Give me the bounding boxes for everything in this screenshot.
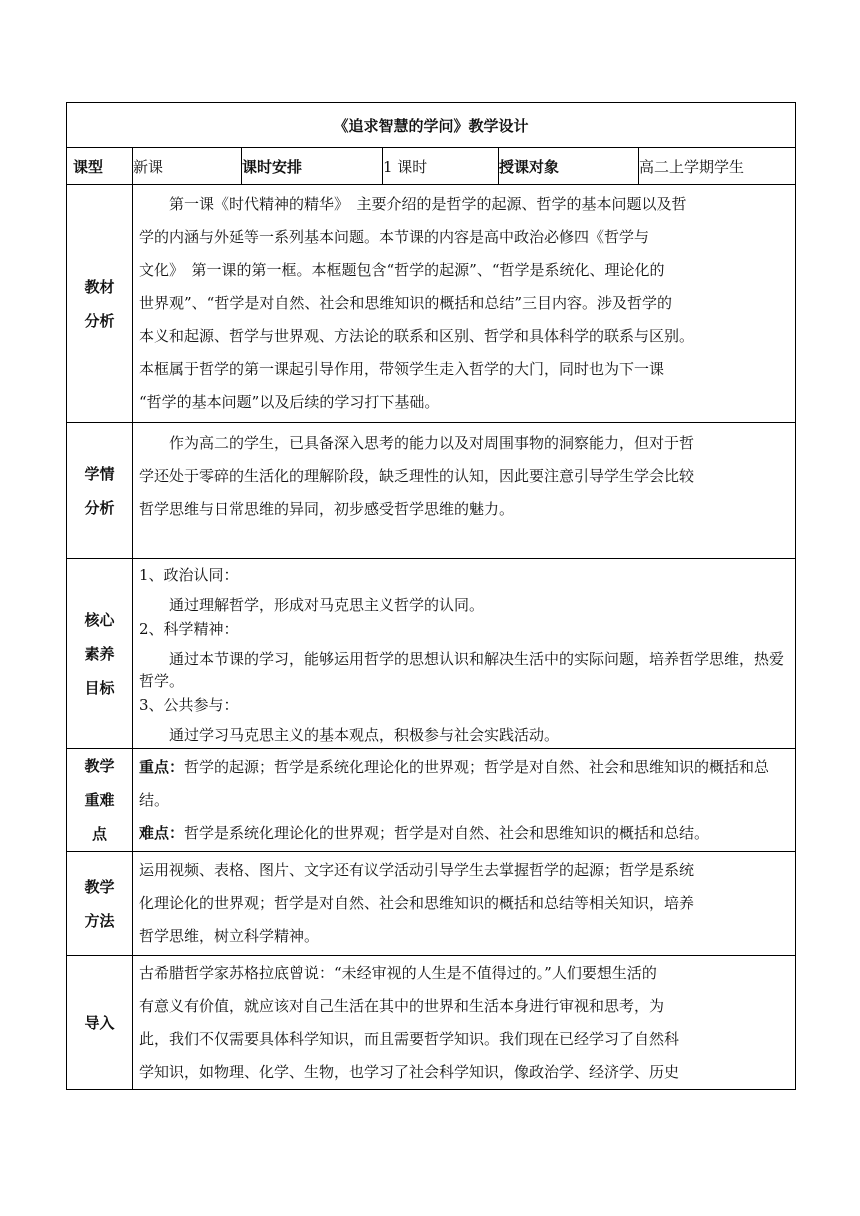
students-content: 作为高二的学生，已具备深入思考的能力以及对周围事物的洞察能力，但对于哲 学还处于零碎的生活化的理解阶段，缺乏理性的认知，因此要注意引导学生学会比较 哲学思维与日常思维的异同，初步感受哲学思维的魅力。 [133, 423, 796, 559]
key-point-label: 重点： [139, 757, 185, 776]
difficulty-label: 难点： [139, 823, 185, 842]
key-point-text: 哲学的起源；哲学是系统化理论化的世界观；哲学是对自然、社会和思维知识的概括和总结。 [139, 757, 770, 809]
intro-row [67, 956, 796, 1090]
info-row [67, 148, 796, 185]
students-row [67, 423, 796, 559]
lesson-plan-table [66, 102, 796, 1090]
goals-label: 核心 素养 目标 [67, 559, 133, 749]
goals-row [67, 559, 796, 749]
intro-content: 古希腊哲学家苏格拉底曾说：“未经审视的人生是不值得过的。”人们要想生活的 有意义有价值，就应该对自己生活在其中的世界和生活本身进行审视和思考，为 此，我们不仅需要具体科学知识，而且需要哲学知识。我们现在已经学习了自然科 学知识，如物理、化学、生物，也学习了社会科学知识，像政治学、经济学、历史 [133, 956, 796, 1090]
type-value: 新课 [133, 148, 242, 185]
focus-label: 教学 重难 点 [67, 749, 133, 852]
schedule-label: 课时安排 [242, 148, 383, 185]
material-label: 教材 分析 [67, 185, 133, 423]
type-label: 课型 [67, 148, 133, 185]
method-row [67, 852, 796, 956]
method-label: 教学 方法 [67, 852, 133, 956]
focus-content [133, 749, 796, 852]
goals-content: 1、政治认同： 通过理解哲学，形成对马克思主义哲学的认同。 2、科学精神： 通过本节课的学习，能够运用哲学的思想认识和解决生活中的实际问题，培养哲学思维，热爱哲学。 3、公共参与： 通过学习马克思主义的基本观点，积极参与社会实践活动。 [133, 559, 796, 749]
material-content: 第一课《时代精神的精华》 主要介绍的是哲学的起源、哲学的基本问题以及哲 学的内涵与外延等一系列基本问题。本节课的内容是高中政治必修四《哲学与 文化》 第一课的第一框。本框题包含“哲学的起源”、“哲学是系统化、理论化的 世界观”、“哲学是对自然、社会和思维知识的概括和总结”三目内容。涉及哲学的 本义和起源、哲学与世界观、方法论的联系和区别、哲学和具体科学的联系与区别。 本框属于哲学的第一课起引导作用，带领学生走入哲学的大门，同时也为下一课 “哲学的基本问题”以及后续的学习打下基础。 [133, 185, 796, 423]
document-title: 《追求智慧的学问》教学设计 [67, 103, 796, 148]
difficulty-text: 哲学是系统化理论化的世界观；哲学是对自然、社会和思维知识的概括和总结。 [184, 823, 710, 842]
method-content: 运用视频、表格、图片、文字还有议学活动引导学生去掌握哲学的起源；哲学是系统 化理论化的世界观；哲学是对自然、社会和思维知识的概括和总结等相关知识，培养 哲学思维，树立科学精神。 [133, 852, 796, 956]
material-row [67, 185, 796, 423]
schedule-value: 1 课时 [383, 148, 499, 185]
audience-label: 授课对象 [499, 148, 639, 185]
audience-value: 高二上学期学生 [639, 148, 796, 185]
students-label: 学情 分析 [67, 423, 133, 559]
focus-row [67, 749, 796, 852]
intro-label: 导入 [67, 956, 133, 1090]
